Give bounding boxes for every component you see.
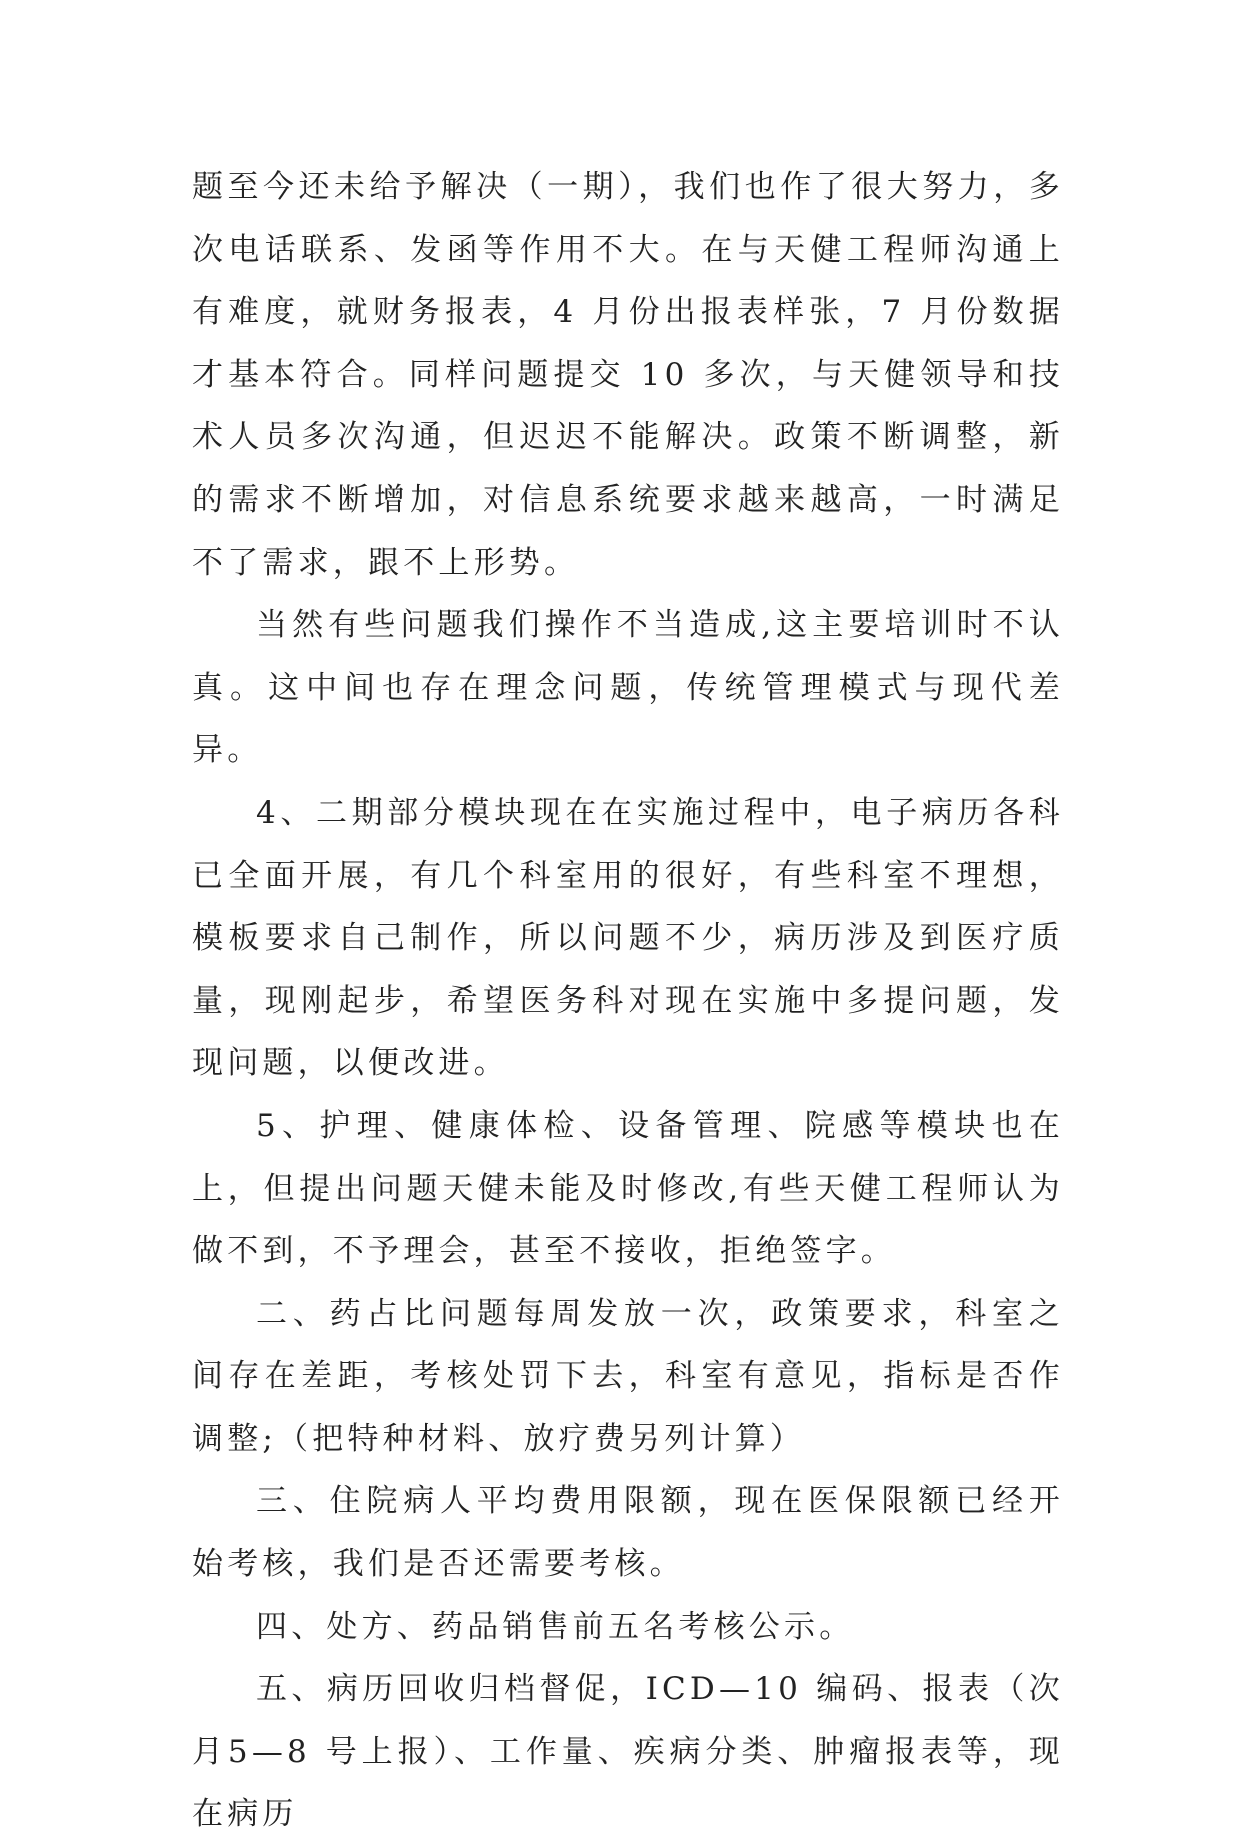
paragraph-operation-issues: 当然有些问题我们操作不当造成,这主要培训时不认真。这中间也存在理念问题，传统管理模式与现代差异。 bbox=[192, 607, 1064, 769]
paragraph-prescription-ranking: 四、处方、药品销售前五名考核公示。 bbox=[256, 1608, 855, 1645]
paragraph-medical-records: 五、病历回收归档督促，ICD—10 编码、报表（次月5—8 号上报）、工作量、疾病分类、肿瘤报表等，现在病历 bbox=[192, 1671, 1064, 1833]
paragraph-system-issues: 题至今还未给予解决（一期），我们也作了很大努力，多次电话联系、发函等作用不大。在与天健工程师沟通上有难度，就财务报表，4 月份出报表样张，7 月份数据才基本符合。同样问题提交 10 多次，与天健领导和技术人员多次沟通，但迟迟不能解决。政策不断调整，新的需求不断增加，对信息系统要求越来越高，一时满足不了需求，跟不上形势。 bbox=[192, 169, 1064, 581]
document-body bbox=[192, 156, 1064, 1846]
paragraph-other-modules: 5、护理、健康体检、设备管理、院感等模块也在上，但提出问题天健未能及时修改,有些天健工程师认为做不到，不予理会，甚至不接收，拒绝签字。 bbox=[192, 1107, 1064, 1270]
paragraph-inpatient-cost: 三、住院病人平均费用限额，现在医保限额已经开始考核，我们是否还需要考核。 bbox=[192, 1483, 1064, 1583]
paragraph-drug-ratio: 二、药占比问题每周发放一次，政策要求，科室之间存在差距，考核处罚下去，科室有意见，指标是否作调整;（把特种材料、放疗费另列计算） bbox=[192, 1295, 1064, 1457]
paragraph-phase-two-modules: 4、二期部分模块现在在实施过程中，电子病历各科已全面开展，有几个科室用的很好，有些科室不理想，模板要求自己制作，所以问题不少，病历涉及到医疗质量，现刚起步，希望医务科对现在实施中多提问题，发现问题，以便改进。 bbox=[192, 794, 1064, 1082]
